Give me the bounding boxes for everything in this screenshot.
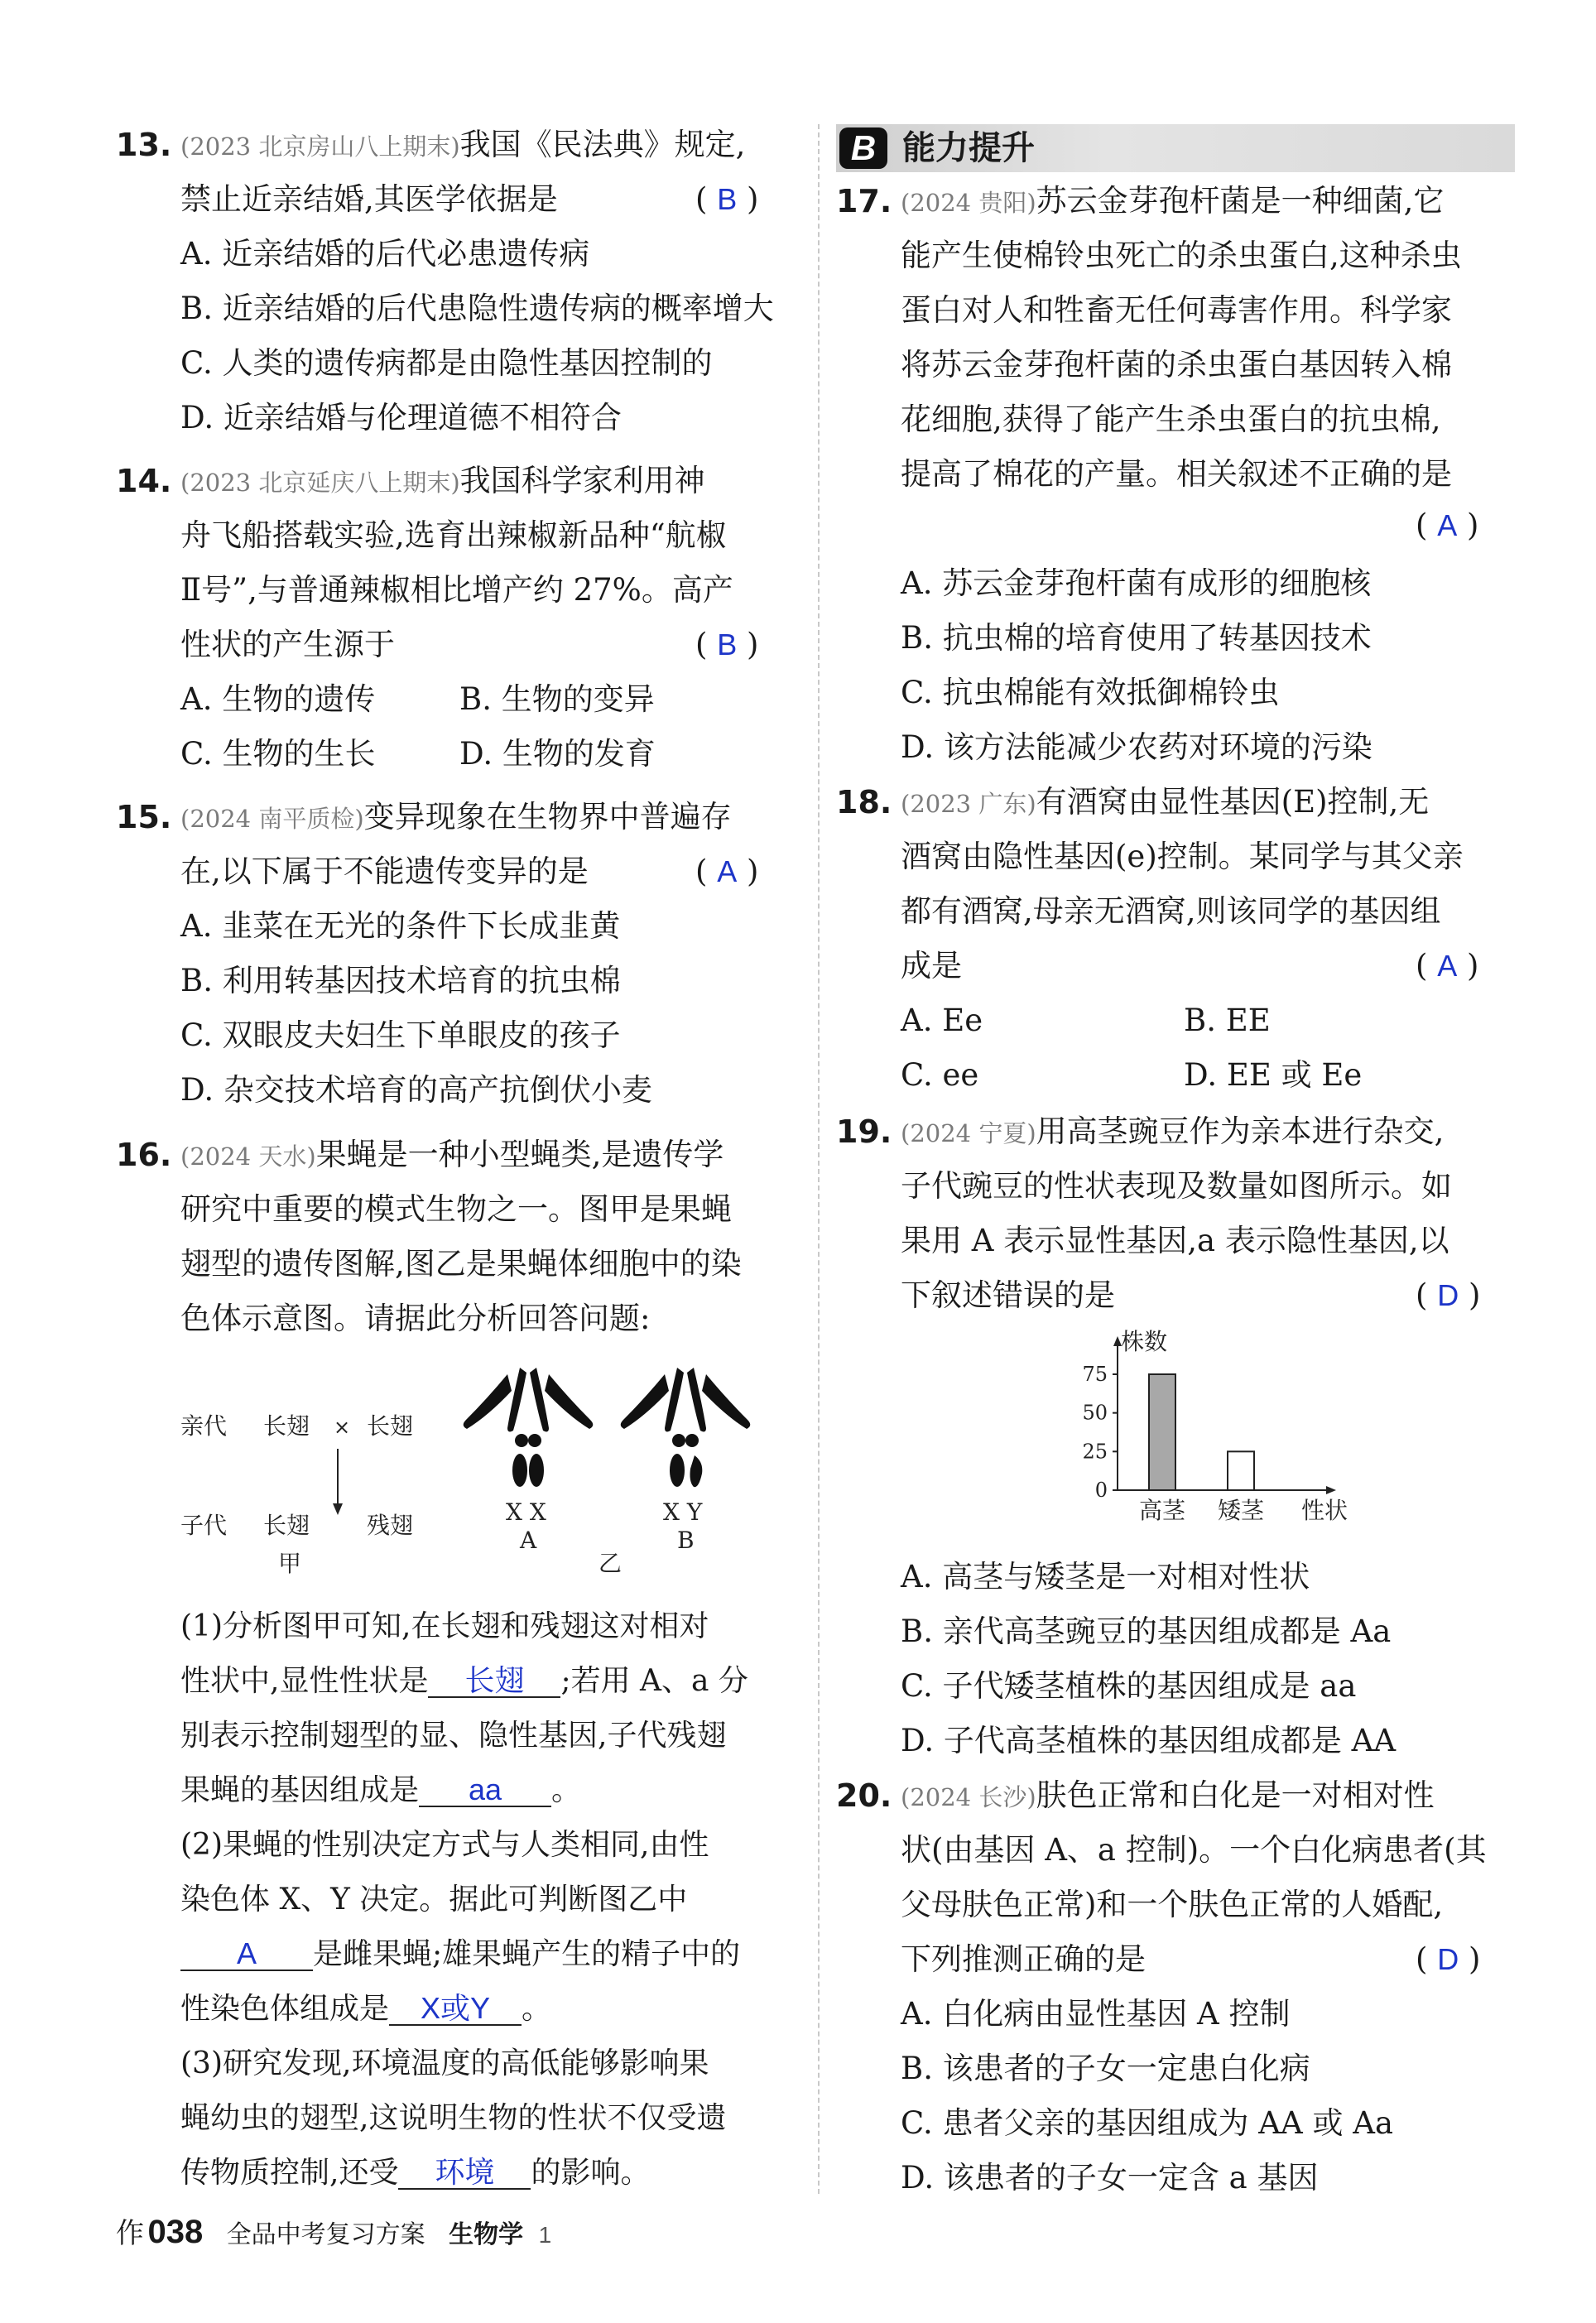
sub-question-1-line-1: (1)分析图甲可知,在长翅和残翅这对相对 bbox=[180, 1609, 709, 1643]
sub-question-2-line-3: A 是雌果蝇;雄果蝇产生的精子中的 bbox=[180, 1934, 740, 1975]
question-source: (2023 北京房山八上期末) bbox=[180, 132, 460, 161]
option-c: C. 双眼皮夫妇生下单眼皮的孩子 bbox=[180, 1017, 621, 1053]
sub-question-2-line-1: (2)果蝇的性别决定方式与人类相同,由性 bbox=[180, 1828, 709, 1862]
option-c: C. 子代矮茎植株的基因组成是 aa bbox=[901, 1668, 1357, 1704]
option-d: D. EE 或 Ee bbox=[1184, 1057, 1363, 1093]
option-c: C. 患者父亲的基因组成为 AA 或 Aa bbox=[901, 2105, 1394, 2141]
answer-bracket: ( B ) bbox=[695, 181, 759, 217]
plant-count-bar-chart bbox=[1060, 1325, 1374, 1548]
answer-bracket: ( A ) bbox=[1416, 948, 1479, 984]
question-source: (2024 天水) bbox=[180, 1142, 316, 1171]
question-stem: 舟飞船搭载实验,选育出辣椒新品种“航椒 bbox=[180, 517, 727, 553]
y-tick-label: 0 bbox=[1094, 1479, 1108, 1502]
answer-blank-1: 长翅 bbox=[428, 1665, 560, 1698]
question-source: (2024 南平质检) bbox=[180, 805, 364, 833]
answer-mark: B bbox=[717, 182, 738, 216]
child-b-trait: 残翅 bbox=[367, 1512, 414, 1539]
question-stem: 研究中重要的模式生物之一。图甲是果蝇 bbox=[180, 1191, 732, 1227]
y-tick-label: 75 bbox=[1082, 1363, 1108, 1386]
chromosome-label-b: X Y bbox=[663, 1498, 703, 1526]
column-divider bbox=[818, 124, 820, 2194]
question-stem: 蛋白对人和牲畜无任何毒害作用。科学家 bbox=[901, 292, 1452, 328]
option-c: C. 抗虫棉能有效抵御棉铃虫 bbox=[901, 675, 1280, 710]
question-stem: 将苏云金芽孢杆菌的杀虫蛋白基因转入棉 bbox=[901, 347, 1452, 382]
answer-bracket: ( A ) bbox=[1416, 507, 1479, 543]
sub-question-2-line-4: 性染色体组成是 X或Y 。 bbox=[180, 1991, 552, 2026]
question-stem: 提高了棉花的产量。相关叙述不正确的是 bbox=[901, 456, 1452, 492]
category-label: 矮茎 bbox=[1217, 1497, 1265, 1524]
question-number: 13. bbox=[116, 127, 172, 163]
x-axis-arrow bbox=[1326, 1486, 1336, 1494]
answer-bracket: ( D ) bbox=[1416, 1941, 1481, 1977]
question-stem: 我国《民法典》规定, bbox=[459, 127, 746, 162]
option-d: D. 该患者的子女一定含 a 基因 bbox=[901, 2160, 1319, 2196]
question-number: 18. bbox=[836, 784, 892, 820]
question-stem: 状(由基因 A、a 控制)。一个白化病患者(其 bbox=[901, 1832, 1487, 1868]
question-stem: 在,以下属于不能遗传变异的是 bbox=[180, 854, 589, 889]
question-stem: 子代豌豆的性状表现及数量如图所示。如 bbox=[901, 1168, 1452, 1204]
option-c: C. 生物的生长 bbox=[180, 736, 376, 772]
cell-a-label: A bbox=[520, 1527, 537, 1554]
option-a: A. 近亲结婚的后代必患遗传病 bbox=[180, 236, 590, 272]
volume-number: 1 bbox=[538, 2222, 552, 2248]
question-stem: 肤色正常和白化是一对相对性 bbox=[1036, 1777, 1435, 1813]
question-number: 16. bbox=[116, 1137, 172, 1173]
parent-label: 亲代 bbox=[180, 1412, 228, 1440]
question-stem: 变异现象在生物界中普遍存 bbox=[363, 799, 732, 834]
y-axis-label: 株数 bbox=[1121, 1328, 1168, 1355]
cell-b-label: B bbox=[677, 1527, 695, 1554]
child-label: 子代 bbox=[180, 1512, 228, 1539]
answer-mark: D bbox=[1437, 1278, 1459, 1312]
answer-blank-5: 环境 bbox=[398, 2157, 531, 2190]
answer-blank-3: A bbox=[180, 1938, 313, 1971]
answer-mark: A bbox=[1437, 949, 1458, 983]
y-tick-label: 25 bbox=[1082, 1440, 1108, 1464]
option-a: A. 高茎与矮茎是一对相对性状 bbox=[901, 1559, 1310, 1594]
parent-a-trait: 长翅 bbox=[263, 1412, 310, 1440]
option-d: D. 杂交技术培育的高产抗倒伏小麦 bbox=[180, 1072, 652, 1108]
question-number: 17. bbox=[836, 183, 892, 219]
x-axis-label: 性状 bbox=[1300, 1497, 1348, 1524]
question-stem: Ⅱ号”,与普通辣椒相比增产约 27%。高产 bbox=[180, 572, 733, 608]
option-c: C. 人类的遗传病都是由隐性基因控制的 bbox=[180, 345, 713, 381]
page-footer bbox=[116, 2210, 551, 2251]
answer-mark: D bbox=[1437, 1942, 1459, 1976]
question-stem: 有酒窝由显性基因(E)控制,无 bbox=[1036, 784, 1430, 820]
question-stem: 苏云金芽孢杆菌是一种细菌,它 bbox=[1036, 183, 1445, 219]
fruit-fly-figure bbox=[180, 1358, 810, 1581]
question-stem: 禁止近亲结婚,其医学依据是 bbox=[180, 181, 558, 217]
question-stem: 酒窝由隐性基因(e)控制。某同学与其父亲 bbox=[901, 839, 1464, 874]
book-title: 全品中考复习方案 bbox=[226, 2221, 425, 2248]
question-stem: 我国科学家利用神 bbox=[459, 463, 705, 498]
figure-a-label: 甲 bbox=[278, 1550, 302, 1577]
answer-bracket: ( B ) bbox=[695, 627, 759, 662]
option-d: D. 该方法能减少农药对环境的污染 bbox=[901, 729, 1372, 765]
section-title: 能力提升 bbox=[902, 129, 1035, 167]
question-number: 20. bbox=[836, 1777, 892, 1814]
question-stem: 父母肤色正常)和一个肤色正常的人婚配, bbox=[901, 1887, 1444, 1922]
question-stem: 能产生使棉铃虫死亡的杀虫蛋白,这种杀虫 bbox=[901, 238, 1462, 273]
question-stem: 成是 bbox=[901, 948, 962, 984]
option-b: B. 该患者的子女一定患白化病 bbox=[901, 2051, 1310, 2086]
section-badge: B bbox=[839, 127, 887, 169]
question-stem: 果用 A 表示显性基因,a 表示隐性基因,以 bbox=[901, 1223, 1449, 1258]
figure-b-label: 乙 bbox=[598, 1550, 623, 1577]
question-stem: 翅型的遗传图解,图乙是果蝇体细胞中的染 bbox=[180, 1246, 742, 1282]
answer-blank-4: X或Y bbox=[389, 1993, 522, 2026]
question-source: (2023 广东) bbox=[901, 790, 1036, 818]
option-a: A. 苏云金芽孢杆菌有成形的细胞核 bbox=[901, 565, 1372, 601]
sub-question-1-line-3: 别表示控制翅型的显、隐性基因,子代残翅 bbox=[180, 1719, 727, 1753]
answer-mark: B bbox=[717, 628, 738, 661]
parent-b-trait: 长翅 bbox=[367, 1412, 414, 1440]
option-b: B. 利用转基因技术培育的抗虫棉 bbox=[180, 963, 621, 998]
sub-question-1-line-4: 果蝇的基因组成是 aa 。 bbox=[180, 1772, 582, 1807]
question-stem: 花细胞,获得了能产生杀虫蛋白的抗虫棉, bbox=[901, 402, 1441, 437]
option-c: C. ee bbox=[901, 1057, 979, 1093]
answer-blank-2: aa bbox=[419, 1774, 551, 1807]
question-source: (2024 贵阳) bbox=[901, 189, 1036, 217]
option-b: B. EE bbox=[1184, 1003, 1271, 1038]
child-a-trait: 长翅 bbox=[263, 1512, 310, 1539]
sub-question-3-line-3: 传物质控制,还受 环境 的影响。 bbox=[180, 2155, 651, 2190]
option-d: D. 子代高茎植株的基因组成都是 AA bbox=[901, 1723, 1396, 1758]
subject-name: 生物学 bbox=[449, 2221, 524, 2248]
option-d: D. 生物的发育 bbox=[459, 736, 656, 772]
question-number: 19. bbox=[836, 1113, 892, 1150]
answer-mark: A bbox=[1437, 508, 1458, 542]
sub-question-3-line-2: 蝇幼虫的翅型,这说明生物的性状不仅受遗 bbox=[180, 2101, 727, 2135]
cross-arrow-head bbox=[333, 1503, 343, 1515]
question-stem: 性状的产生源于 bbox=[180, 627, 395, 662]
option-a: A. 韭菜在无光的条件下长成韭黄 bbox=[180, 908, 621, 944]
answer-mark: A bbox=[717, 854, 738, 888]
y-tick-label: 50 bbox=[1082, 1401, 1108, 1425]
answer-bracket: ( D ) bbox=[1416, 1277, 1481, 1313]
chromosome-cell-b bbox=[621, 1368, 751, 1487]
category-label: 高茎 bbox=[1138, 1497, 1186, 1524]
question-stem: 下列推测正确的是 bbox=[901, 1941, 1146, 1977]
cross-symbol: × bbox=[334, 1416, 351, 1439]
option-b: B. 抗虫棉的培育使用了转基因技术 bbox=[901, 620, 1372, 656]
option-a: A. 白化病由显性基因 A 控制 bbox=[901, 1996, 1291, 2032]
question-source: (2023 北京延庆八上期末) bbox=[180, 469, 460, 497]
page-number: 038 bbox=[147, 2214, 204, 2250]
option-d: D. 近亲结婚与伦理道德不相符合 bbox=[180, 400, 622, 435]
question-stem: 用高茎豌豆作为亲本进行杂交, bbox=[1036, 1113, 1445, 1149]
question-number: 15. bbox=[116, 799, 172, 835]
sub-question-1-line-2: 性状中,显性性状是 长翅 ;若用 A、a 分 bbox=[180, 1663, 748, 1698]
question-stem: 果蝇是一种小型蝇类,是遗传学 bbox=[315, 1137, 724, 1172]
footer-prefix: 作 bbox=[116, 2218, 144, 2249]
option-b: B. 亲代高茎豌豆的基因组成都是 Aa bbox=[901, 1614, 1392, 1649]
chromosome-label-a: X X bbox=[506, 1498, 546, 1526]
question-stem: 色体示意图。请据此分析回答问题: bbox=[180, 1301, 651, 1336]
chromosome-cell-a bbox=[464, 1368, 594, 1487]
question-number: 14. bbox=[116, 463, 172, 499]
question-source: (2024 宁夏) bbox=[901, 1119, 1036, 1147]
section-header bbox=[836, 124, 1515, 172]
option-a: A. Ee bbox=[901, 1003, 983, 1038]
sub-question-2-line-2: 染色体 X、Y 决定。据此可判断图乙中 bbox=[180, 1883, 688, 1917]
bar-1 bbox=[1149, 1374, 1175, 1490]
bar-2 bbox=[1228, 1451, 1254, 1490]
question-stem: 都有酒窝,母亲无酒窝,则该同学的基因组 bbox=[901, 893, 1441, 929]
option-b: B. 生物的变异 bbox=[459, 681, 655, 717]
question-stem: 下叙述错误的是 bbox=[901, 1277, 1115, 1313]
option-a: A. 生物的遗传 bbox=[180, 681, 376, 717]
sub-question-3-line-1: (3)研究发现,环境温度的高低能够影响果 bbox=[180, 2046, 709, 2080]
option-b: B. 近亲结婚的后代患隐性遗传病的概率增大 bbox=[180, 291, 774, 326]
question-source: (2024 长沙) bbox=[901, 1783, 1036, 1811]
answer-bracket: ( A ) bbox=[695, 854, 759, 889]
